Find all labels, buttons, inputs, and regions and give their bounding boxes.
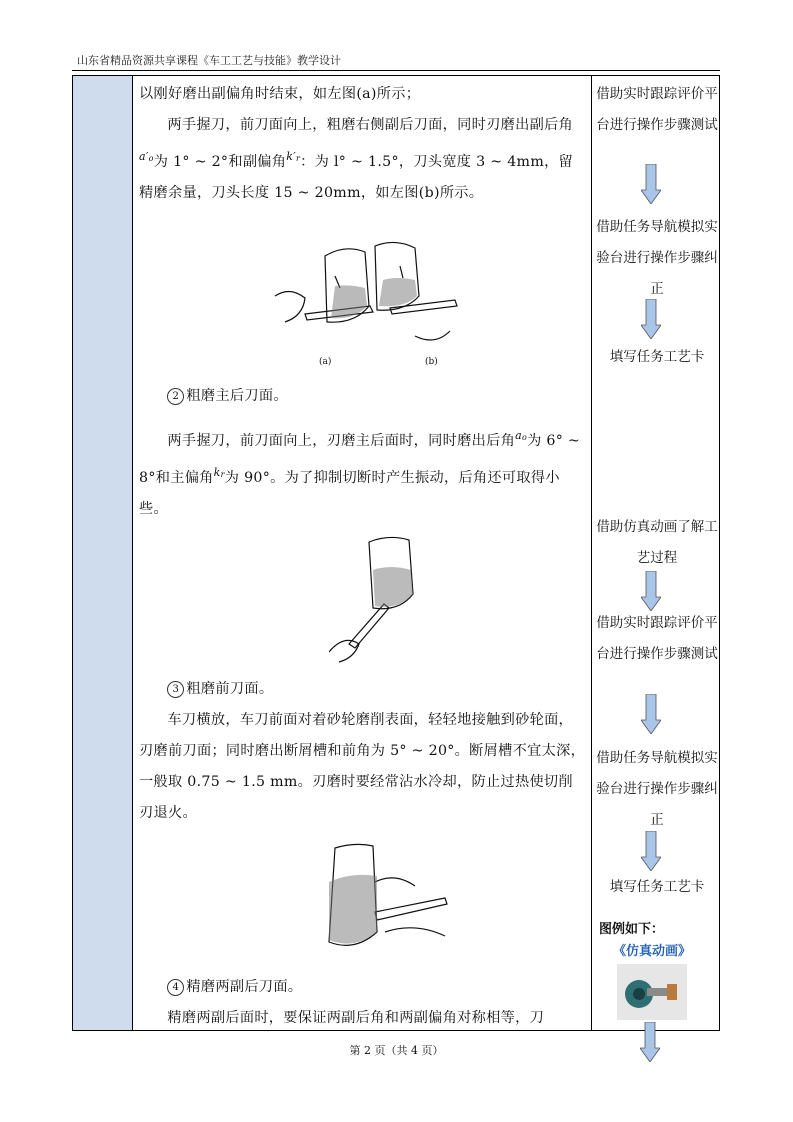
paragraph-3: 两手握刀，前刀面向上，刃磨主后面时，同时磨出后角$^{ao}$为 6° ~ 8°和主偏角$^{kr}$为 90°。为了抑制切断时产生振动，后角还可取得小些。 (139, 429, 581, 517)
p2-text-a: 两手握刀，前刀面向上，粗磨右侧副后刀面，同时刃磨出副后角 (167, 117, 574, 133)
paragraph-5: 精磨两副后面时，要保证两副后角和两副偏角对称相等，刀 (167, 1010, 545, 1026)
down-arrow-icon (641, 571, 661, 611)
animation-thumbnail[interactable] (617, 964, 687, 1020)
down-arrow-icon (641, 831, 661, 871)
side-step-animation: 借助仿真动画了解工艺过程 (596, 519, 718, 566)
page-footer: 第 2 页（共 4 页） (349, 1044, 444, 1057)
section-4-title: 4 精磨两副后刀面。 (139, 972, 587, 1003)
p2-text-b: 为 1° ~ 2°和副偏角 (153, 154, 287, 170)
side-step-correct-2: 借助任务导航模拟实验台进行操作步骤纠正 (596, 750, 718, 828)
caption-a: (a) (319, 357, 332, 367)
section-3-title: 3 粗磨前刀面。 (139, 674, 587, 705)
figure-main-flank (329, 534, 439, 664)
caption-b: (b) (425, 357, 438, 367)
legend-animation-link[interactable]: 《仿真动画》 (613, 944, 692, 959)
down-arrow-icon (641, 299, 661, 339)
side-step-card-1: 填写任务工艺卡 (609, 349, 705, 365)
paragraph-4: 车刀横放，车刀前面对着砂轮磨削表面，轻轻地接触到砂轮面，刃磨前刀面；同时磨出断屑槽和前角为 5° ~ 20°。断屑槽不宜太深，一般取 0.75 ~ 1.5 mm。刃磨时要经常沾水冷却，防止过热使切削刃退火。 (139, 712, 586, 821)
p2-text-c: ：为 l° ~ 1.5°，刀头宽度 3 ~ 4mm，留精磨余量，刀头长度 15 ~ 20mm，如左图(b)所示。 (139, 154, 574, 201)
symbol-relief-angle: ao (515, 429, 528, 442)
lesson-table (72, 75, 720, 1031)
symbol-cutting-angle: kr (213, 466, 225, 479)
symbol-secondary-relief-angle: a′o (139, 150, 154, 163)
legend-title: 图例如下： (599, 922, 665, 937)
side-step-correct-1: 借助任务导航模拟实验台进行操作步骤纠正 (596, 219, 718, 297)
side-step-test-1: 借助实时跟踪评价平台进行操作步骤测试 (596, 86, 718, 133)
header-rule (72, 70, 720, 71)
paragraph-1: 以刚好磨出副偏角时结束，如左图(a)所示； (139, 86, 421, 102)
figure-grinding-ab (265, 236, 465, 356)
side-step-card-2: 填写任务工艺卡 (609, 879, 705, 895)
left-column (73, 76, 133, 1030)
figure-rake-face (315, 842, 455, 957)
side-step-test-2: 借助实时跟踪评价平台进行操作步骤测试 (596, 615, 718, 662)
lathe-image-icon (617, 964, 687, 1020)
column-divider (591, 76, 592, 1030)
symbol-secondary-cutting-angle: k′r (286, 150, 301, 163)
down-arrow-icon (641, 694, 661, 734)
section-2-title: 2 粗磨主后刀面。 (139, 381, 587, 412)
page-header: 山东省精品资源共享课程《车工工艺与技能》教学设计 (77, 54, 341, 67)
down-arrow-icon (641, 164, 661, 204)
paragraph-2 (139, 110, 587, 209)
